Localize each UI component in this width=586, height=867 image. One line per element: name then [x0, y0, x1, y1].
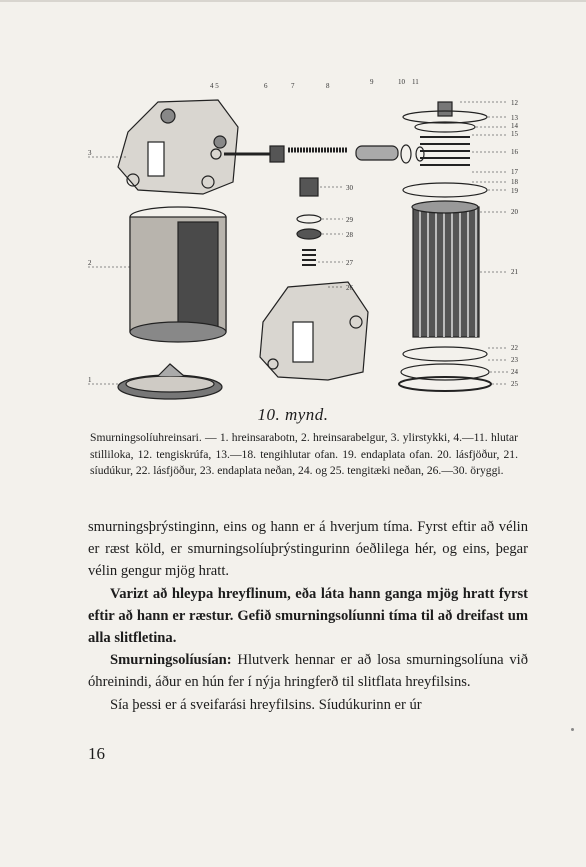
label-right-13: 25	[511, 380, 518, 388]
paragraph-3-text: Hlutverk hennar er að losa smurningsolíuna við óhreinindi, áður en hún fer í nýja hringferð til slitflata hreyfilsins.	[88, 652, 528, 691]
label-left-0: 3	[88, 149, 92, 157]
label-right-6: 18	[511, 178, 518, 186]
label-top-0: 4 5	[210, 82, 219, 90]
margin-mark	[571, 728, 574, 731]
label-right-2: 14	[511, 122, 518, 130]
paragraph-3-heading: Smurningsolíusían:	[110, 652, 232, 669]
figure-caption-title: 10. mynd.	[257, 405, 329, 424]
label-center-0: 30	[346, 184, 353, 192]
figure-caption-text: Smurningsolíuhreinsari. — 1. hreinsarabotn, 2. hreinsarabelgur, 3. ylirstykki, 4.—11. hlutar stilliloka, 12. tengiskrúfa, 13.—18. tengihlutar ofan. 19. endaplata ofan. 20. lásfjöður, 21. síudúkur, 22. lásfjöður, 23. endaplata neðan, 24. og 25. tengitæki neðan, 26.—30. öryggi.	[90, 431, 518, 477]
label-right-8: 20	[511, 208, 518, 216]
label-center-3: 27	[346, 259, 353, 267]
label-top-3: 8	[326, 82, 330, 90]
label-right-7: 19	[511, 187, 518, 195]
label-top-2: 7	[291, 82, 295, 90]
label-left-2: 1	[88, 376, 92, 384]
paragraph-4: Sía þessi er á sveifarási hreyfilsins. Síudúkurinn er úr	[110, 696, 422, 713]
label-right-10: 22	[511, 344, 518, 352]
label-right-11: 23	[511, 356, 518, 364]
paragraph-2-bold: Varizt að hleypa hreyflinum, eða láta hann ganga mjög hratt fyrst eftir að hann er ræstur. Gefið smurningsolíunni tíma til að dreifast um alla slitfletina.	[88, 585, 528, 647]
label-right-1: 13	[511, 114, 518, 122]
label-right-0: 12	[511, 99, 518, 107]
paragraph-1: smurningsþrýstinginn, eins og hann er á hverjum tíma. Fyrst eftir að vélin er ræst köld, er smurningsolíuþrýstingurinn óeðlilega hér, og eins, þegar vélin gengur mjög hratt.	[88, 519, 528, 580]
label-right-5: 17	[511, 168, 518, 176]
label-left-1: 2	[88, 259, 92, 267]
label-center-1: 29	[346, 216, 353, 224]
oil-filter-diagram	[88, 72, 528, 402]
label-center-4: 26	[346, 284, 353, 292]
label-right-3: 15	[511, 130, 518, 138]
label-top-1: 6	[264, 82, 268, 90]
paragraph-2	[88, 583, 528, 650]
page-number: 16	[88, 744, 105, 763]
body-text	[88, 516, 528, 716]
label-top-5: 10	[398, 78, 405, 86]
exploded-view-figure	[88, 72, 528, 402]
label-right-9: 21	[511, 268, 518, 276]
label-top-6: 11	[412, 78, 419, 86]
label-top-4: 9	[370, 78, 374, 86]
paragraph-3	[88, 649, 528, 693]
label-center-2: 28	[346, 231, 353, 239]
label-right-4: 16	[511, 148, 518, 156]
page-top-edge	[0, 0, 586, 2]
label-right-12: 24	[511, 368, 518, 376]
